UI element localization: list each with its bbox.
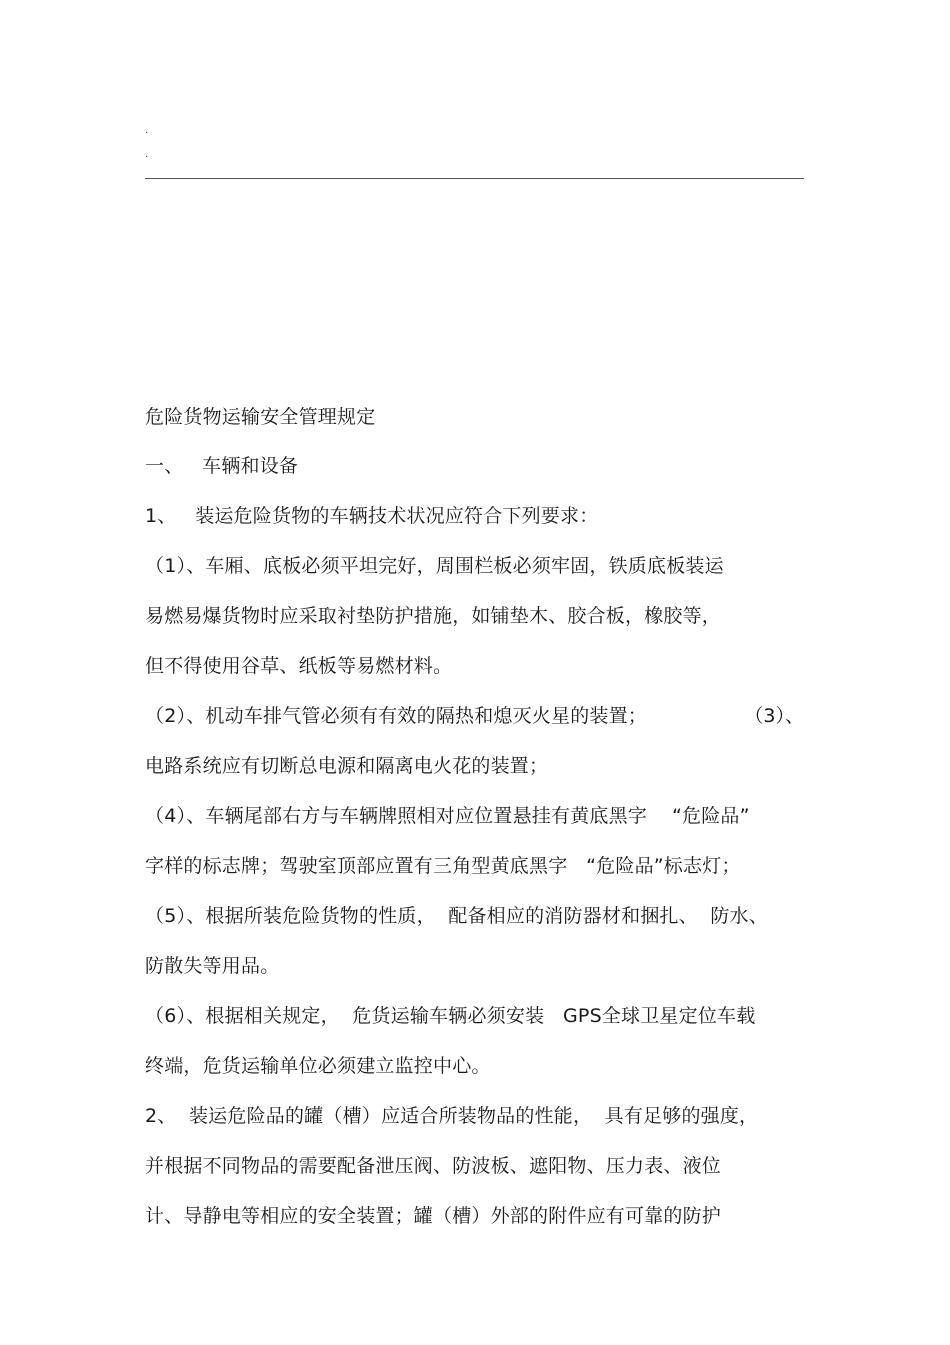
- paragraph-line: 防散失等用品。: [145, 955, 280, 977]
- paragraph-line: （2）、机动车排气管必须有有效的隔热和熄灭火星的装置；: [145, 705, 647, 727]
- header-dot: .: [145, 149, 149, 160]
- paragraph-line: 但不得使用谷草、纸板等易燃材料。: [145, 655, 453, 677]
- paragraph-line: 易燃易爆货物时应采取衬垫防护措施，如铺垫木、胶合板，橡胶等，: [145, 605, 722, 627]
- paragraph-line: 电路系统应有切断总电源和隔离电火花的装置；: [145, 755, 549, 777]
- paragraph-line: （5）、根据所装危险货物的性质， 配备相应的消防器材和捆扎、 防水、: [145, 905, 768, 927]
- paragraph-line-tail: （3）、: [744, 705, 804, 727]
- paragraph-line: 计、导静电等相应的安全装置；罐（槽）外部的附件应有可靠的防护: [145, 1205, 722, 1227]
- document-title: 危险货物运输安全管理规定: [145, 406, 376, 428]
- paragraph-line: 2、 装运危险品的罐（槽）应适合所装物品的性能， 具有足够的强度，: [145, 1105, 759, 1127]
- paragraph-line: （1）、车厢、底板必须平坦完好，周围栏板必须牢固，铁质底板装运: [145, 555, 724, 577]
- paragraph-line: （6）、根据相关规定， 危货运输车辆必须安装 GPS全球卫星定位车载: [145, 1005, 756, 1027]
- section-heading: 一、 车辆和设备: [145, 455, 299, 477]
- header-rule: [145, 178, 804, 179]
- paragraph-line: 1、 装运危险货物的车辆技术状况应符合下列要求：: [145, 505, 599, 527]
- paragraph-line: 并根据不同物品的需要配备泄压阀、防波板、遮阳物、压力表、液位: [145, 1155, 722, 1177]
- paragraph-line: （4）、车辆尾部右方与车辆牌照相对应位置悬挂有黄底黑字 “危险品”: [145, 805, 750, 827]
- header-dot: .: [145, 125, 149, 136]
- paragraph-line: 终端，危货运输单位必须建立监控中心。: [145, 1055, 491, 1077]
- paragraph-line: 字样的标志牌；驾驶室顶部应置有三角型黄底黑字 “危险品”标志灯；: [145, 855, 741, 877]
